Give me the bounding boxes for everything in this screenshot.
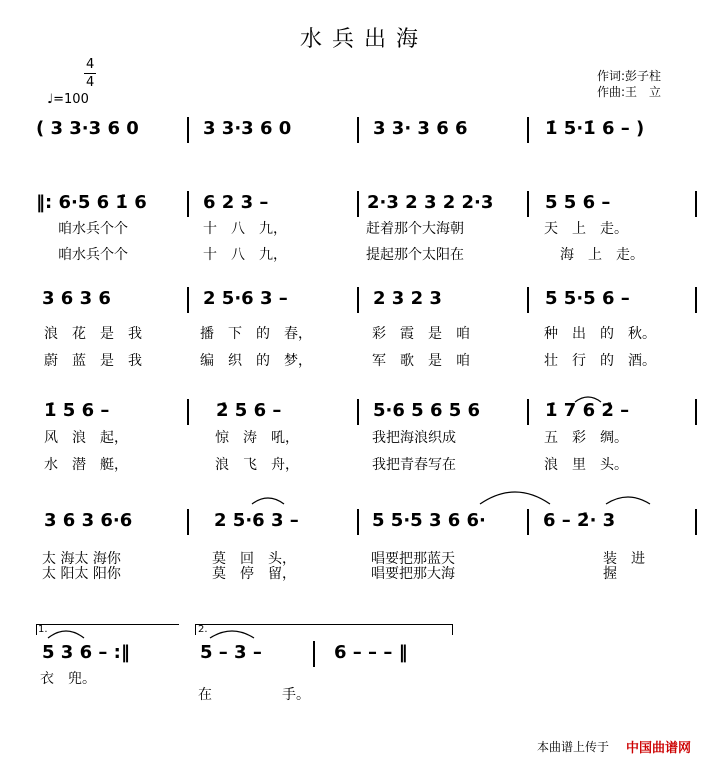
volta-label: 2. <box>198 624 208 635</box>
volta-label: 1. <box>38 624 48 635</box>
measure: 5 5·5 3 6 6· <box>372 510 486 531</box>
measure: 2̇ 5 6 – <box>216 400 282 421</box>
lyric: 风 浪 起， <box>44 430 128 446</box>
lyric: 浪 花 是 我 <box>44 326 142 342</box>
lyric: 种 出 的 秋。 <box>544 326 656 342</box>
page-title: 水兵出海 <box>299 27 428 52</box>
measure: 1̇ 7 6 2̇ – <box>545 400 630 421</box>
measure: 5 5·5 6 – <box>545 288 630 309</box>
lyric: 咱水兵个个 <box>58 247 128 263</box>
lyric: 赶着那个大海朝 <box>366 221 464 237</box>
lyric: 五 彩 绸。 <box>544 430 628 446</box>
measure: 6 2 3 – <box>203 192 269 213</box>
lyric: 太 阳太 阳你 <box>42 566 121 582</box>
site-logo[interactable]: 中国曲谱网 <box>626 741 692 756</box>
lyric: 惊 涛 吼， <box>215 430 299 446</box>
lyric: 十 八 九， <box>203 221 287 237</box>
lyric: 军 歌 是 咱 <box>372 353 470 369</box>
lyric: 握 <box>575 566 617 582</box>
lyric: 我把海浪织成 <box>372 430 456 446</box>
lyric: 唱要把那大海 <box>371 566 455 582</box>
measure: 2 3 2 3 <box>373 288 442 309</box>
lyric: 提起那个太阳在 <box>366 247 464 263</box>
lyric: 浪 飞 舟， <box>215 457 299 473</box>
measure: 3 6 3 6·6 <box>44 510 133 531</box>
volta-bracket-1 <box>36 624 179 635</box>
measure: 3 3· 3 6 6 <box>373 118 468 139</box>
measure: 5 3 6 – :‖ <box>42 642 130 663</box>
footer-text: 本曲谱上传于 <box>537 740 610 754</box>
lyric: 莫 停 留， <box>212 566 296 582</box>
measure: 2 5·6 3 – <box>203 288 288 309</box>
lyric: 太 海太 海你 <box>42 551 121 567</box>
measure: 2·3 2 3 2 2·3 <box>367 192 494 213</box>
barline <box>313 641 315 667</box>
lyric: 天 上 走。 <box>544 221 628 237</box>
lyric: 浪 里 头。 <box>544 457 628 473</box>
lyric: 咱水兵个个 <box>58 221 128 237</box>
lyric: 装 进 <box>575 551 645 567</box>
tempo-marking: ♩=100 <box>47 92 89 107</box>
lyricist-credit: 作词:彭子柱 <box>597 69 662 83</box>
lyric: 编 织 的 梦， <box>200 353 312 369</box>
measure: ( 3 3·3 6 0 <box>36 118 139 139</box>
lyric: 我把青春写在 <box>372 457 456 473</box>
lyric: 海 上 走。 <box>560 247 644 263</box>
measure: 6 – 2̇· 3 <box>543 510 616 531</box>
lyric: 衣 兜。 <box>40 671 96 687</box>
lyric: 在 手。 <box>198 687 310 703</box>
measure: 1̇ 5 6 – <box>44 400 110 421</box>
lyric: 唱要把那蓝天 <box>371 551 455 567</box>
measure: 5 – 3 – <box>200 642 262 663</box>
measure: 1̇ 5·1̇ 6 – ) <box>545 118 645 139</box>
measure: ‖: 6·5 6 1̇ 6 <box>36 192 147 213</box>
volta-bracket-2 <box>195 624 453 635</box>
lyric: 壮 行 的 酒。 <box>544 353 656 369</box>
measure: 6 – – – ‖ <box>334 642 408 663</box>
measure: 5·6 5 6 5 6 <box>373 400 481 421</box>
measure: 3 6 3 6 <box>42 288 111 309</box>
lyric: 水 潜 艇， <box>44 457 128 473</box>
lyric: 蔚 蓝 是 我 <box>44 353 142 369</box>
composer-credit: 作曲:王 立 <box>597 85 662 99</box>
measure: 3 3·3 6 0 <box>203 118 292 139</box>
measure: 2 5·6 3 – <box>214 510 299 531</box>
measure: 5 5 6 – <box>545 192 611 213</box>
lyric: 莫 回 头， <box>212 551 296 567</box>
lyric: 播 下 的 春， <box>200 326 312 342</box>
lyric: 十 八 九， <box>203 247 287 263</box>
lyric: 彩 霞 是 咱 <box>372 326 470 342</box>
time-signature-bottom: 4 <box>86 75 95 90</box>
time-signature-top: 4 <box>86 57 95 72</box>
